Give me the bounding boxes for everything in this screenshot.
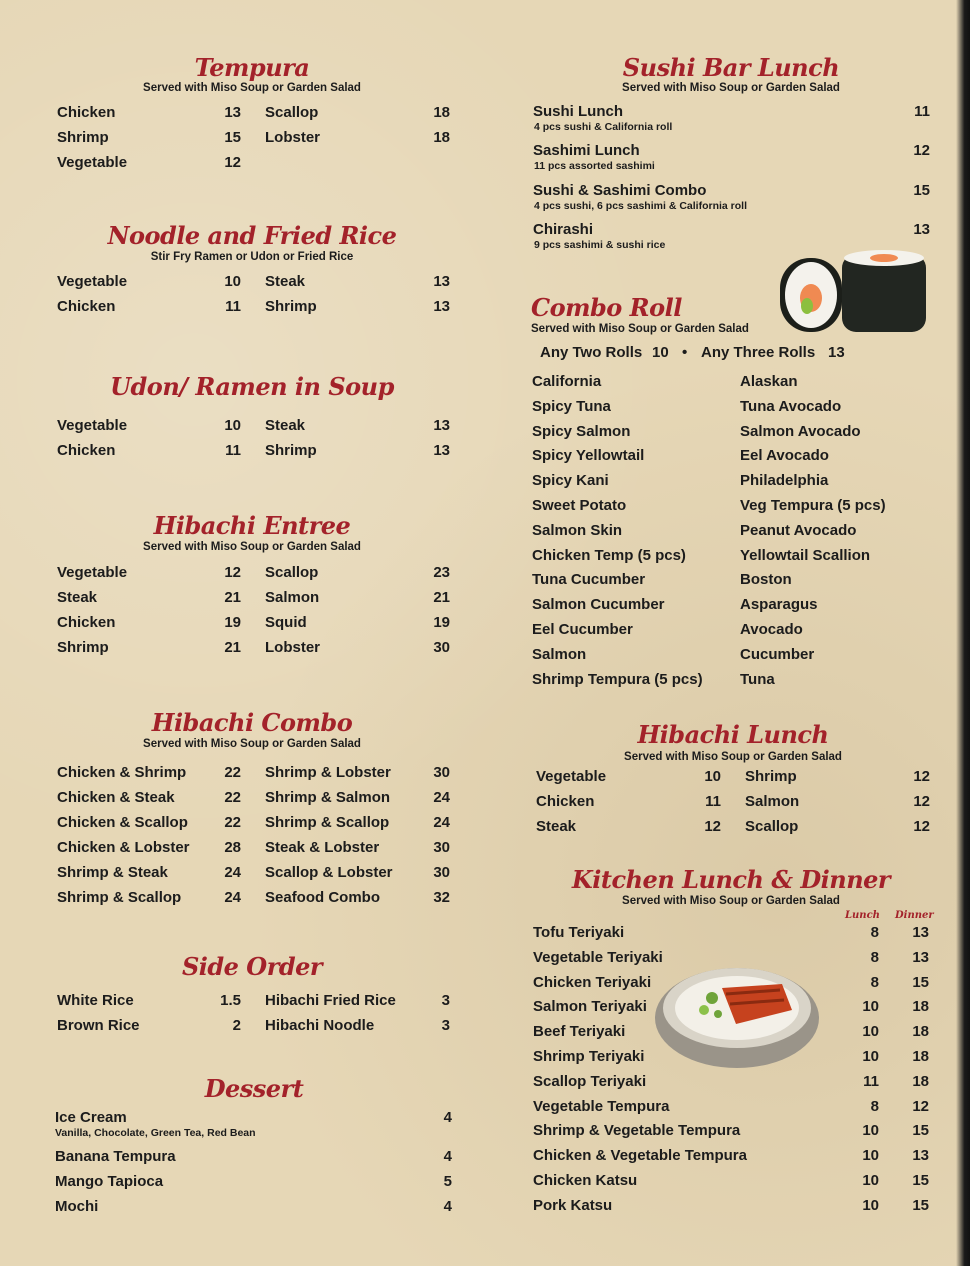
side_order-item-name: White Rice — [57, 992, 134, 1009]
combo-roll-item: Alaskan — [740, 373, 798, 390]
kitchen-lunch-label: Lunch — [845, 910, 880, 921]
hibachi_entree-item-name: Salmon — [265, 589, 320, 606]
tempura-item-name: Scallop — [265, 104, 319, 121]
combo-roll-item: Philadelphia — [740, 472, 829, 490]
combo-roll-three-price: 13 — [828, 344, 845, 361]
udon-item-price: 11 — [225, 442, 241, 459]
noodle-item-price: 13 — [433, 298, 450, 315]
dessert-item-desc: Vanilla, Chocolate, Green Tea, Red Bean — [55, 1127, 256, 1139]
kitchen-item-lunch: 10 — [862, 1147, 879, 1165]
hibachi_entree-item-name: Squid — [265, 614, 307, 631]
hibachi_lunch-item-name: Steak — [536, 818, 577, 835]
sushi-lunch-item-price: 12 — [913, 142, 930, 159]
kitchen-item-name: Vegetable Teriyaki — [533, 948, 663, 966]
hibachi_combo-item-price: 24 — [224, 889, 241, 906]
sushi_lunch-subtitle: Served with Miso Soup or Garden Salad — [622, 82, 840, 94]
tempura-item-name: Chicken — [57, 104, 116, 121]
noodle-item-name: Shrimp — [265, 298, 317, 315]
kitchen-item-dinner: 18 — [912, 998, 929, 1016]
hibachi_lunch-item-name: Salmon — [745, 793, 800, 810]
noodle-item-price: 13 — [433, 273, 450, 290]
udon-item-price: 13 — [433, 442, 450, 459]
hibachi_lunch-item-name: Vegetable — [536, 768, 607, 785]
hibachi_combo-item-name: Seafood Combo — [265, 889, 380, 906]
kitchen-item-name: Chicken Teriyaki — [533, 973, 652, 991]
combo-roll-item: Eel Cucumber — [532, 621, 633, 638]
hibachi_lunch-item-price: 12 — [913, 818, 930, 835]
combo-roll-item: Spicy Tuna — [532, 397, 611, 415]
hibachi_entree-item-name: Lobster — [265, 639, 321, 656]
sushi-roll-image — [772, 246, 932, 336]
hibachi_combo-item-price: 32 — [433, 889, 450, 906]
kitchen-item-name: Chicken & Vegetable Tempura — [533, 1147, 747, 1165]
kitchen-item-lunch: 10 — [862, 1196, 879, 1214]
teriyaki-bowl-image — [652, 958, 822, 1070]
sushi-lunch-item-name: Chirashi — [533, 221, 594, 238]
combo-roll-item: Tuna Cucumber — [532, 571, 646, 589]
sushi_lunch-title: Sushi Bar Lunch — [622, 53, 840, 82]
hibachi_combo-item-name: Shrimp & Lobster — [265, 764, 391, 781]
hibachi_entree-item-price: 19 — [433, 614, 450, 631]
kitchen-item-lunch: 10 — [862, 1172, 879, 1189]
combo-roll-item: California — [532, 373, 602, 390]
dessert-item-price: 4 — [443, 1198, 452, 1215]
noodle-item-name: Chicken — [57, 298, 116, 315]
hibachi_combo-item-price: 28 — [224, 839, 241, 856]
hibachi_lunch-title: Hibachi Lunch — [637, 720, 829, 749]
side_order-item-price: 2 — [232, 1017, 241, 1034]
kitchen-dinner-label: Dinner — [895, 910, 934, 921]
kitchen-item-name: Beef Teriyaki — [533, 1023, 626, 1041]
kitchen-item-name: Pork Katsu — [533, 1196, 613, 1214]
tempura-item-name: Shrimp — [57, 129, 109, 146]
kitchen-item-lunch: 10 — [862, 1048, 879, 1065]
sushi-lunch-item-desc: 4 pcs sushi & California roll — [534, 121, 673, 133]
sushi-lunch-item-name: Sashimi Lunch — [533, 142, 640, 159]
tempura-item-price: 15 — [224, 129, 241, 146]
hibachi_combo-item-price: 22 — [224, 814, 241, 831]
brush-stroke-border — [956, 0, 970, 1266]
combo-roll-item: Tuna Avocado — [740, 397, 842, 415]
side_order-item-price: 1.5 — [220, 992, 241, 1009]
hibachi_lunch-item-name: Scallop — [745, 818, 799, 835]
kitchen-item-lunch: 11 — [863, 1072, 879, 1090]
dessert-item-name: Mochi — [55, 1198, 99, 1215]
kitchen-title: Kitchen Lunch & Dinner — [571, 865, 891, 894]
hibachi_entree-title: Hibachi Entree — [153, 511, 351, 540]
hibachi_entree-item-price: 19 — [224, 614, 241, 631]
combo-roll-title: Combo Roll — [531, 293, 682, 322]
kitchen-item-dinner: 15 — [912, 1172, 929, 1189]
combo-roll-item: Peanut Avocado — [740, 521, 857, 539]
kitchen-item-lunch: 10 — [862, 1122, 879, 1140]
hibachi_combo-item-price: 30 — [433, 864, 450, 881]
kitchen-item-name: Scallop Teriyaki — [533, 1072, 647, 1090]
noodle-item-price: 11 — [225, 298, 241, 315]
udon-item-name: Chicken — [57, 442, 116, 459]
hibachi_lunch-subtitle: Served with Miso Soup or Garden Salad — [624, 751, 842, 763]
hibachi_combo-item-price: 24 — [224, 864, 241, 881]
kitchen-item-dinner: 18 — [912, 1023, 929, 1041]
kitchen-item-dinner: 15 — [912, 1196, 929, 1214]
tempura-item-name: Lobster — [265, 129, 321, 146]
hibachi_combo-item-price: 24 — [433, 814, 450, 831]
kitchen-item-dinner: 13 — [912, 948, 929, 966]
kitchen-item-dinner: 15 — [912, 1122, 929, 1140]
combo-roll-subtitle: Served with Miso Soup or Garden Salad — [531, 323, 749, 335]
noodle-item-price: 10 — [224, 273, 241, 290]
noodle-item-name: Steak — [265, 273, 306, 290]
combo-roll-item: Chicken Temp (5 pcs) — [532, 546, 686, 564]
hibachi_entree-item-price: 12 — [224, 564, 241, 581]
dessert-item-name: Mango Tapioca — [55, 1173, 164, 1190]
hibachi_combo-item-name: Chicken & Scallop — [57, 814, 188, 831]
combo-roll-item: Veg Tempura (5 pcs) — [740, 497, 886, 514]
hibachi_entree-item-price: 21 — [433, 589, 450, 606]
kitchen-item-dinner: 13 — [912, 1147, 929, 1165]
combo-roll-bullet: • — [682, 344, 688, 361]
hibachi_combo-item-price: 22 — [224, 764, 241, 781]
hibachi_entree-item-price: 21 — [224, 639, 241, 656]
side_order-title: Side Order — [181, 952, 323, 981]
hibachi_lunch-item-price: 12 — [913, 793, 930, 810]
kitchen-item-dinner: 15 — [912, 973, 929, 991]
kitchen-item-name: Shrimp Teriyaki — [533, 1048, 645, 1065]
kitchen-item-name: Tofu Teriyaki — [533, 924, 625, 941]
kitchen-item-name: Salmon Teriyaki — [533, 998, 647, 1016]
side_order-item-price: 3 — [441, 1017, 450, 1034]
kitchen-subtitle: Served with Miso Soup or Garden Salad — [622, 895, 840, 907]
kitchen-item-name: Chicken Katsu — [533, 1172, 638, 1189]
combo-roll-item: Spicy Salmon — [532, 422, 631, 440]
hibachi_entree-item-name: Shrimp — [57, 639, 109, 656]
combo-roll-item: Cucumber — [740, 645, 815, 663]
combo-roll-item: Sweet Potato — [532, 497, 627, 514]
hibachi_combo-item-name: Shrimp & Scallop — [265, 814, 390, 831]
side_order-item-name: Hibachi Fried Rice — [265, 992, 396, 1009]
hibachi_lunch-item-name: Chicken — [536, 793, 595, 810]
udon-item-name: Shrimp — [265, 442, 317, 459]
hibachi_combo-item-price: 24 — [433, 789, 450, 806]
hibachi_combo-title: Hibachi Combo — [151, 708, 353, 737]
kitchen-item-dinner: 12 — [912, 1097, 929, 1115]
tempura-item-price: 18 — [433, 129, 450, 146]
sushi-lunch-item-desc: 9 pcs sashimi & sushi rice — [534, 239, 666, 251]
hibachi_entree-item-name: Chicken — [57, 614, 116, 631]
hibachi_entree-item-price: 21 — [224, 589, 241, 606]
hibachi_combo-subtitle: Served with Miso Soup or Garden Salad — [143, 738, 361, 750]
combo-roll-item: Salmon — [532, 645, 587, 663]
side_order-item-name: Brown Rice — [57, 1017, 140, 1034]
hibachi_lunch-item-price: 12 — [913, 768, 930, 785]
hibachi_combo-item-name: Shrimp & Steak — [57, 864, 168, 881]
tempura-item-name: Vegetable — [57, 154, 128, 171]
hibachi_combo-item-price: 30 — [433, 764, 450, 781]
hibachi_lunch-item-price: 11 — [705, 793, 721, 810]
tempura-subtitle: Served with Miso Soup or Garden Salad — [143, 82, 361, 94]
combo-roll-item: Yellowtail Scallion — [740, 546, 871, 564]
udon-item-price: 10 — [224, 417, 241, 434]
dessert-item-name: Banana Tempura — [55, 1148, 176, 1165]
hibachi_combo-item-name: Shrimp & Scallop — [57, 889, 182, 906]
noodle-title: Noodle and Fried Rice — [107, 221, 397, 250]
sushi-lunch-item-desc: 11 pcs assorted sashimi — [534, 160, 655, 172]
tempura-title: Tempura — [194, 53, 310, 82]
tempura-item-price: 13 — [224, 104, 241, 121]
combo-roll-item: Spicy Yellowtail — [532, 447, 645, 465]
dessert-item-price: 4 — [443, 1109, 452, 1126]
tempura-item-price: 12 — [224, 154, 241, 171]
hibachi_entree-subtitle: Served with Miso Soup or Garden Salad — [143, 541, 361, 553]
udon-item-price: 13 — [433, 417, 450, 434]
kitchen-item-lunch: 8 — [870, 973, 879, 991]
hibachi_combo-item-price: 22 — [224, 789, 241, 806]
combo-roll-item: Salmon Cucumber — [532, 596, 665, 614]
sushi-lunch-item-name: Sushi Lunch — [533, 103, 623, 120]
kitchen-item-lunch: 8 — [870, 1097, 879, 1115]
sushi-lunch-item-desc: 4 pcs sushi, 6 pcs sashimi & California roll — [534, 200, 747, 212]
kitchen-item-dinner: 18 — [912, 1072, 929, 1090]
hibachi_lunch-item-name: Shrimp — [745, 768, 797, 785]
sushi-lunch-item-price: 15 — [913, 182, 930, 199]
kitchen-item-lunch: 10 — [862, 998, 879, 1016]
hibachi_entree-item-name: Vegetable — [57, 564, 128, 581]
kitchen-item-lunch: 10 — [862, 1023, 879, 1041]
hibachi_combo-item-name: Chicken & Shrimp — [57, 764, 187, 781]
dessert-item-price: 4 — [443, 1148, 452, 1165]
hibachi_entree-item-price: 30 — [433, 639, 450, 656]
combo-roll-two-label: Any Two Rolls — [540, 344, 643, 361]
hibachi_combo-item-price: 30 — [433, 839, 450, 856]
hibachi_entree-item-price: 23 — [433, 564, 450, 581]
combo-roll-item: Asparagus — [740, 596, 818, 614]
combo-roll-item: Spicy Kani — [532, 472, 609, 490]
side_order-item-price: 3 — [441, 992, 450, 1009]
combo-roll-two-price: 10 — [652, 344, 669, 361]
combo-roll-item: Boston — [740, 571, 792, 589]
combo-roll-item: Salmon Skin — [532, 521, 623, 539]
hibachi_combo-item-name: Shrimp & Salmon — [265, 789, 391, 806]
tempura-item-price: 18 — [433, 104, 450, 121]
combo-roll-item: Shrimp Tempura (5 pcs) — [532, 670, 703, 688]
hibachi_lunch-item-price: 10 — [704, 768, 721, 785]
dessert-item-price: 5 — [443, 1173, 452, 1190]
sushi-lunch-item-price: 13 — [913, 221, 930, 238]
combo-roll-item: Eel Avocado — [740, 447, 829, 465]
hibachi_combo-item-name: Steak & Lobster — [265, 839, 380, 856]
kitchen-item-name: Shrimp & Vegetable Tempura — [533, 1122, 741, 1140]
kitchen-item-name: Vegetable Tempura — [533, 1097, 670, 1115]
dessert-item-name: Ice Cream — [55, 1109, 127, 1126]
noodle-item-name: Vegetable — [57, 273, 128, 290]
sushi-lunch-item-name: Sushi & Sashimi Combo — [533, 182, 707, 199]
sushi-lunch-item-price: 11 — [914, 103, 930, 120]
hibachi_entree-item-name: Scallop — [265, 564, 319, 581]
kitchen-item-dinner: 18 — [912, 1048, 929, 1065]
udon-item-name: Steak — [265, 417, 306, 434]
hibachi_combo-item-name: Chicken & Lobster — [57, 839, 190, 856]
udon-item-name: Vegetable — [57, 417, 128, 434]
combo-roll-item: Tuna — [740, 670, 775, 688]
kitchen-item-dinner: 13 — [912, 924, 929, 941]
hibachi_combo-item-name: Scallop & Lobster — [265, 864, 393, 881]
combo-roll-item: Salmon Avocado — [740, 422, 861, 440]
kitchen-item-lunch: 8 — [870, 948, 879, 966]
noodle-subtitle: Stir Fry Ramen or Udon or Fried Rice — [150, 251, 354, 263]
hibachi_entree-item-name: Steak — [57, 589, 98, 606]
udon-title: Udon/ Ramen in Soup — [110, 372, 394, 401]
hibachi_combo-item-name: Chicken & Steak — [57, 789, 175, 806]
combo-roll-three-label: Any Three Rolls — [701, 344, 816, 361]
kitchen-item-lunch: 8 — [870, 924, 879, 941]
side_order-item-name: Hibachi Noodle — [265, 1017, 375, 1034]
hibachi_lunch-item-price: 12 — [704, 818, 721, 835]
combo-roll-item: Avocado — [740, 621, 803, 638]
dessert-title: Dessert — [204, 1074, 304, 1103]
